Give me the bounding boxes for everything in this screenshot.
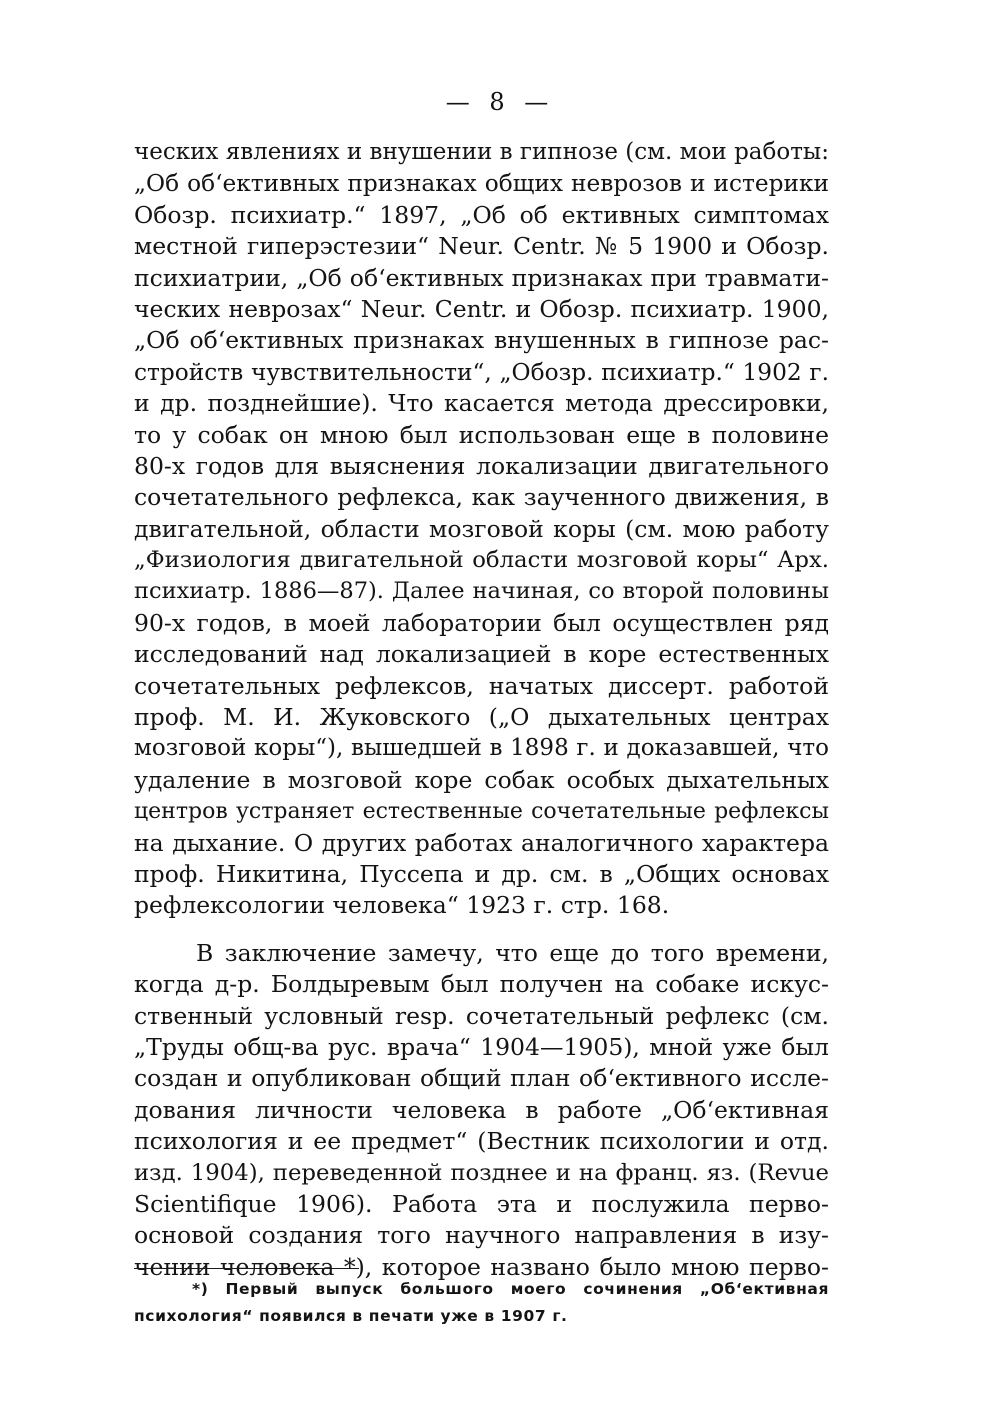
main-text (134, 137, 829, 1283)
text-line: на дыхание. О других работах аналогичного характера (134, 828, 829, 857)
text-line: 80-х годов для выяснения локализации двигательного (134, 451, 829, 480)
text-line: создан и опубликован общий план об‘ективного иссле- (134, 1064, 829, 1093)
text-line: „Об об‘ективных признаках общих неврозов и истерики (134, 170, 829, 198)
text-line: ственный условный resp. сочетательный рефлекс (см. (134, 1001, 829, 1030)
text-line: двигательной, области мозговой коры (см. мою работу (134, 514, 829, 543)
text-line: сочетательных рефлексов, начатых диссерт. работой (134, 671, 829, 700)
text-line: психиатрии, „Об об‘ективных признаках при травмати- (134, 263, 829, 292)
text-line: „Физиология двигательной области мозговой коры“ Арх. (134, 547, 829, 574)
text-line: ческих явлениях и внушении в гипнозе (см. мои работы: (134, 139, 829, 165)
text-line: стройств чувствительности“, „Обозр. психиатр.“ 1902 г. (134, 358, 829, 386)
text-line: и др. позднейшие). Что касается метода дрессировки, (134, 389, 829, 418)
page-number: — 8 — (445, 88, 555, 116)
text-line: центров устраняет естественные сочетательные рефлексы (134, 799, 829, 825)
text-line: проф. М. И. Жуковского („О дыхательных центрах (134, 703, 829, 732)
text-line: удаление в мозговой коре собак особых дыхательных (134, 765, 829, 794)
paragraph-gap (134, 922, 829, 938)
text-line: „Труды общ-ва рус. врача“ 1904—1905), мной уже был (134, 1032, 829, 1061)
paragraph-1 (134, 137, 829, 922)
text-line: когда д-р. Болдыревым был получен на собаке искус- (134, 970, 829, 999)
text-line: чении человека *), которое названо было мною перво- (134, 1252, 829, 1281)
footnote (134, 1276, 829, 1330)
text-line: изд. 1904), переведенной позднее и на франц. яз. (Revue (134, 1159, 829, 1186)
text-line: Scientifique 1906). Работа эта и послужила перво- (134, 1189, 829, 1218)
footnote-line: психология“ появился в печати уже в 1907 г. (134, 1307, 568, 1325)
text-line: „Об об‘ективных признаках внушенных в гипнозе рас- (134, 326, 829, 355)
text-line: рефлексологии человека“ 1923 г. стр. 168. (134, 891, 670, 920)
text-line: местной гиперэстезии“ Neur. Centr. № 5 1900 и Обозр. (134, 232, 829, 261)
text-line: психология и ее предмет“ (Вестник психологии и отд. (134, 1127, 829, 1156)
text-line: Обозр. психиатр.“ 1897, „Об об ективных симптомах (134, 200, 829, 229)
text-line: 90-х годов, в моей лаборатории был осуществлен ряд (134, 608, 829, 637)
text-line: сочетательного рефлекса, как заученного движения, в (134, 483, 829, 512)
text-line: основой создания того научного направления в изу- (134, 1221, 829, 1250)
text-line: то у собак он мною был использован еще в половине (134, 420, 829, 449)
text-line: психиатр. 1886—87). Далее начиная, со второй половины (134, 578, 829, 605)
text-line: мозговой коры“), вышедшей в 1898 г. и доказавшей, что (134, 735, 829, 762)
footnote-divider (134, 1268, 359, 1269)
text-line: проф. Никитина, Пуссепа и др. см. в „Общих основах (134, 859, 829, 888)
text-line: В заключение замечу, что еще до того времени, (196, 938, 829, 967)
text-line: исследований над локализацией в коре естественных (134, 640, 829, 669)
text-line: ческих неврозах“ Neur. Centr. и Обозр. психиатр. 1900, (134, 294, 829, 323)
paragraph-2 (134, 938, 829, 1283)
text-line: дования личности человека в работе „Об‘ективная (134, 1095, 829, 1124)
footnote-line: *) Первый выпуск большого моего сочинения „Об‘ективная (192, 1280, 829, 1298)
